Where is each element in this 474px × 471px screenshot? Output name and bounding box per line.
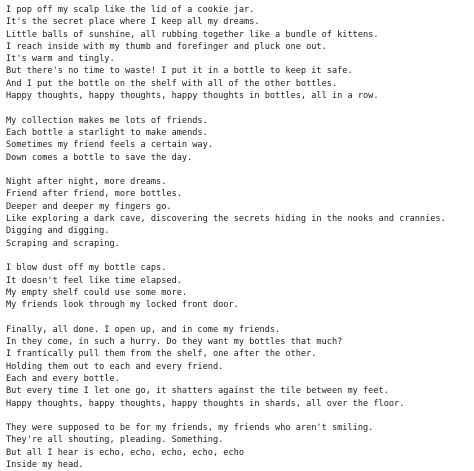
poem-line: They're all shouting, pleading. Something. xyxy=(6,435,224,446)
poem-stanza xyxy=(6,4,474,102)
poem-line: Friend after friend, more bottles. xyxy=(6,189,182,200)
poem-line: In they come, in such a hurry. Do they want my bottles that much? xyxy=(6,337,343,348)
poem-line: Happy thoughts, happy thoughts, happy thoughts in bottles, all in a row. xyxy=(6,91,379,102)
poem-line: I blow dust off my bottle caps. xyxy=(6,263,167,274)
poem-line: Digging and digging. xyxy=(6,226,110,237)
poem-line: Deeper and deeper my fingers go. xyxy=(6,201,172,212)
poem-line: Like exploring a dark cave, discovering the secrets hiding in the nooks and crannies. xyxy=(6,214,446,225)
poem-line: But all I hear is echo, echo, echo, echo, echo xyxy=(6,447,244,458)
poem-line: Down comes a bottle to save the day. xyxy=(6,152,193,163)
poem-line: Each and every bottle. xyxy=(6,373,120,384)
poem-stanza xyxy=(6,422,474,471)
poem-line: Night after night, more dreams. xyxy=(6,177,167,188)
poem-line: Little balls of sunshine, all rubbing together like a bundle of kittens. xyxy=(6,29,379,40)
poem-line: But there's no time to waste! I put it in a bottle to keep it safe. xyxy=(6,66,353,77)
poem-line: Finally, all done. I open up, and in come my friends. xyxy=(6,324,281,335)
poem-line: It's the secret place where I keep all my dreams. xyxy=(6,17,260,28)
poem-line: Sometimes my friend feels a certain way. xyxy=(6,140,213,151)
poem-line: They were supposed to be for my friends, my friends who aren't smiling. xyxy=(6,423,374,434)
poem-line: It doesn't feel like time elapsed. xyxy=(6,275,182,286)
poem-stanza xyxy=(6,324,474,410)
poem-line: My empty shelf could use some more. xyxy=(6,287,188,298)
poem-line: Happy thoughts, happy thoughts, happy thoughts in shards, all over the floor. xyxy=(6,398,405,409)
poem-stanza xyxy=(6,115,474,164)
poem-line: Scraping and scraping. xyxy=(6,238,120,249)
poem-line: My collection makes me lots of friends. xyxy=(6,115,208,126)
poem-stanza xyxy=(6,262,474,311)
poem-line: Each bottle a starlight to make amends. xyxy=(6,127,208,138)
poem-stanza xyxy=(6,176,474,250)
poem-line: I frantically pull them from the shelf, one after the other. xyxy=(6,349,317,360)
poem-line: And I put the bottle on the shelf with all of the other bottles. xyxy=(6,78,338,89)
poem-line: It's warm and tingly. xyxy=(6,54,115,65)
poem-line: My friends look through my locked front door. xyxy=(6,300,239,311)
poem-line: Holding them out to each and every friend. xyxy=(6,361,224,372)
poem-line: I reach inside with my thumb and forefinger and pluck one out. xyxy=(6,41,327,52)
poem-line: I pop off my scalp like the lid of a cookie jar. xyxy=(6,5,255,15)
poem-line: Inside my head. xyxy=(6,459,84,470)
poem-line: But every time I let one go, it shatters against the tile between my feet. xyxy=(6,386,389,397)
